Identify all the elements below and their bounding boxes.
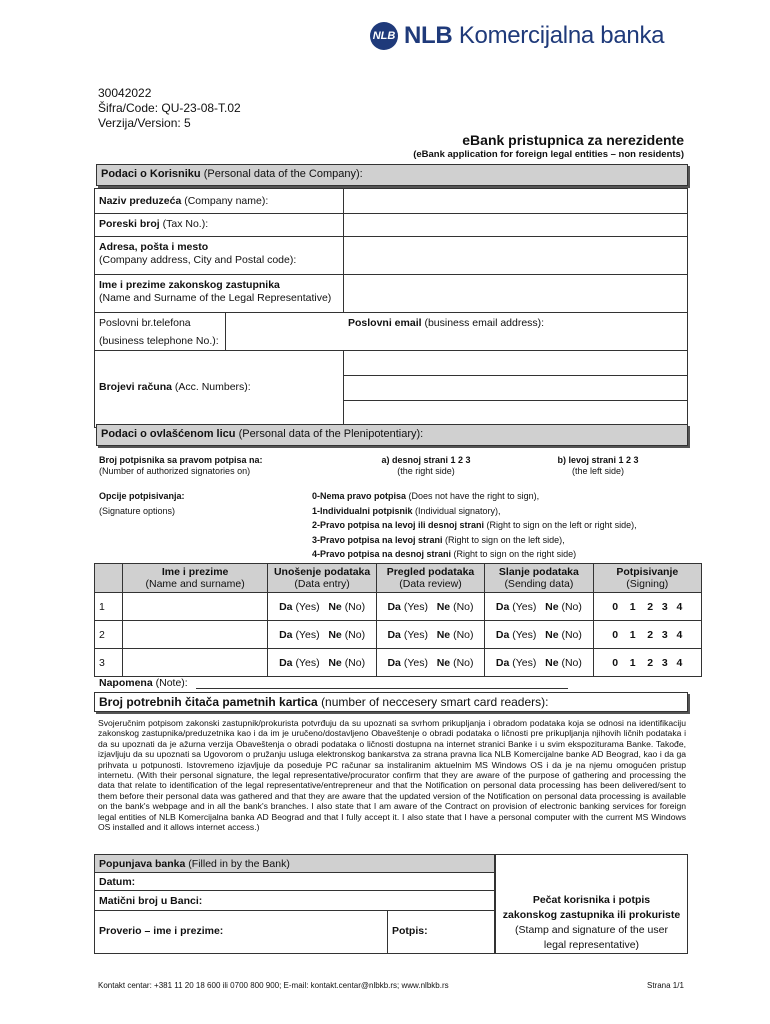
option-0: 0-Nema pravo potpisa (Does not have the right to sign),	[312, 491, 540, 501]
tax-number-field[interactable]	[345, 215, 685, 235]
header-sending-data: Slanje podataka (Sending data)	[485, 564, 593, 593]
user-section-header: Podaci o Korisniku (Personal data of the Company):	[96, 164, 688, 186]
data-entry-cell[interactable]: Da (Yes) Ne (No)	[268, 649, 376, 677]
row-number: 2	[95, 621, 123, 649]
logo-text: NLB Komercijalna banka	[404, 22, 665, 49]
option-1: 1-Individualni potpisnik (Individual signatory),	[312, 505, 501, 516]
signing-cell[interactable]: 0 1 2 3 4	[593, 649, 701, 677]
legal-rep-label: Ime i prezime zakonskog zastupnika (Name and Surname of the Legal Representative)	[99, 279, 332, 304]
data-review-cell[interactable]: Da (Yes) Ne (No)	[376, 593, 484, 621]
date-label: Datum:	[99, 876, 136, 888]
version-line: Verzija/Version: 5	[98, 116, 191, 130]
account-field-2[interactable]	[345, 377, 685, 399]
document-meta	[98, 86, 241, 131]
bank-section-header: Popunjava banka (Filled in by the Bank)	[99, 858, 290, 870]
page-subtitle: (eBank application for foreign legal entities – non residents)	[413, 149, 684, 160]
header-data-entry: Unošenje podataka (Data entry)	[268, 564, 376, 593]
table-row	[95, 593, 702, 621]
data-review-cell[interactable]: Da (Yes) Ne (No)	[376, 621, 484, 649]
phone-label-title: Poslovni br.telefona	[99, 317, 191, 329]
header-data-review: Pregled podataka (Data review)	[376, 564, 484, 593]
option-3: 3-Pravo potpisa na levoj strani (Right to sign on the left side),	[312, 534, 565, 545]
sending-data-cell[interactable]: Da (Yes) Ne (No)	[485, 621, 593, 649]
name-cell[interactable]	[122, 649, 268, 677]
signatories-label: Broj potpisnika sa pravom potpisa na: (Number of authorized signatories on)	[99, 455, 263, 476]
sending-data-cell[interactable]: Da (Yes) Ne (No)	[485, 649, 593, 677]
footer-page: Strana 1/1	[647, 981, 684, 990]
logo-mark: NLB	[370, 22, 398, 50]
note-label: Napomena (Note):	[99, 677, 188, 689]
email-label: Poslovni email (business email address):	[348, 317, 545, 329]
accounts-label: Brojevi računa (Acc. Numbers):	[99, 381, 251, 393]
sending-data-cell[interactable]: Da (Yes) Ne (No)	[485, 593, 593, 621]
option-4: 4-Pravo potpisa na desnoj strani (Right to sign on the right side)	[312, 549, 577, 559]
row-number: 1	[95, 593, 123, 621]
name-cell[interactable]	[122, 621, 268, 649]
table-row	[95, 621, 702, 649]
verified-by-label: Proverio – ime i prezime:	[99, 925, 224, 937]
header-signing: Potpisivanje (Signing)	[593, 564, 701, 593]
data-entry-cell[interactable]: Da (Yes) Ne (No)	[268, 621, 376, 649]
email-field[interactable]	[345, 332, 685, 349]
footer-contact: Kontakt centar: +381 11 20 18 600 ili 0700 800 900; E-mail: kontakt.centar@nlbkb.rs; www.nlbkb.rs	[98, 981, 449, 990]
signature-options-list	[312, 489, 637, 562]
signature-options-label: Opcije potpisivanja: (Signature options)	[99, 491, 185, 516]
header-index	[95, 564, 123, 593]
right-side-signatories[interactable]: a) desnoj strani 1 2 3 (the right side)	[381, 455, 471, 476]
company-name-field[interactable]	[345, 190, 685, 211]
account-field-1[interactable]	[345, 352, 685, 374]
option-2: 2-Pravo potpisa na levoj ili desnoj strani (Right to sign on the left or right side),	[312, 520, 637, 530]
account-field-3[interactable]	[345, 402, 685, 426]
stamp-caption: Pečat korisnika i potpis zakonskog zastupnika ili prokuriste (Stamp and signature of the user legal representative)	[502, 894, 681, 951]
signatories-table	[94, 563, 702, 677]
note-line[interactable]	[196, 688, 568, 689]
code-line: Šifra/Code: QU-23-08-T.02	[98, 101, 241, 115]
legal-rep-field[interactable]	[345, 276, 685, 311]
table-row	[95, 649, 702, 677]
name-cell[interactable]	[122, 593, 268, 621]
smart-card-readers-box[interactable]: Broj potrebnih čitača pametnih kartica (number of neccesery smart card readers):	[94, 692, 688, 712]
bank-logo	[370, 22, 664, 50]
data-entry-cell[interactable]: Da (Yes) Ne (No)	[268, 593, 376, 621]
statement-paragraph: Svojeručnim potpisom zakonski zastupnik/prokurista potvrđuju da su upoznati sa svrhom prikupljanja i obradom podataka koja se odnosi na identifikaciju zakonskog zastupnika/preduzetnika kao i da im je uručeno/dostavljeno Obaveštenje o obradi podataka o ličnosti pre prikupljanja njihovih ličnih podataka i da su upoznati da je ažurna verzija Obaveštenja o obradi podataka o ličnosti dostupna na internet stranici Banke i u svim ekspoziturama Banke. Takođe, izjavljuju da su upoznati sa Ugovorom o pružanju usluga elektronskog bankarstva za strana pravna lica NLB Komercijalne banke AD Beograd, kao i da ga prihvata u potpunosti. Istovremeno izjavljuje da poseduje PC računar sa instaliranim aktuelnim MS Windows OS i da je na njemu omogućen pristup internetu. (With their personal signature, the legal representative/procurator confirm that they are aware of the purpose of gathering and processing the data that relate to identification of the legal representative/entrepreneur and that the Notification on personal data processing has been delivered/sent to them before their personal data was gathered and that they are aware that the updated version of the Notification on personal data processing is available on the bank's webpage and in all the bank's branches. I also state that I am aware of the Contract on provision of electronic banking services for foreign legal entities of NLB Komercijalna banka AD Beograd and that I fully accept it. I also state that I have a personal computer with the current MS Windows OS installed and it allows internet access.)	[98, 718, 686, 833]
signing-cell[interactable]: 0 1 2 3 4	[593, 593, 701, 621]
address-label: Adresa, pošta i mesto (Company address, City and Postal code):	[99, 241, 297, 266]
left-side-signatories[interactable]: b) levoj strani 1 2 3 (the left side)	[557, 455, 639, 476]
tax-number-label: Poreski broj (Tax No.):	[99, 218, 209, 230]
signature-label: Potpis:	[392, 925, 428, 937]
phone-label-en: (business telephone No.):	[99, 335, 219, 347]
header-name: Ime i prezime (Name and surname)	[122, 564, 268, 593]
signing-cell[interactable]: 0 1 2 3 4	[593, 621, 701, 649]
code-number: 30042022	[98, 86, 152, 100]
reg-no-label: Matični broj u Banci:	[99, 895, 203, 907]
phone-field[interactable]	[227, 314, 341, 349]
page-title: eBank pristupnica za nerezidente	[462, 132, 684, 148]
data-review-cell[interactable]: Da (Yes) Ne (No)	[376, 649, 484, 677]
plenipotentiary-header: Podaci o ovlašćenom licu (Personal data of the Plenipotentiary):	[96, 424, 688, 446]
address-field[interactable]	[345, 238, 685, 273]
row-number: 3	[95, 649, 123, 677]
company-name-label: Naziv preduzeća (Company name):	[99, 195, 269, 207]
